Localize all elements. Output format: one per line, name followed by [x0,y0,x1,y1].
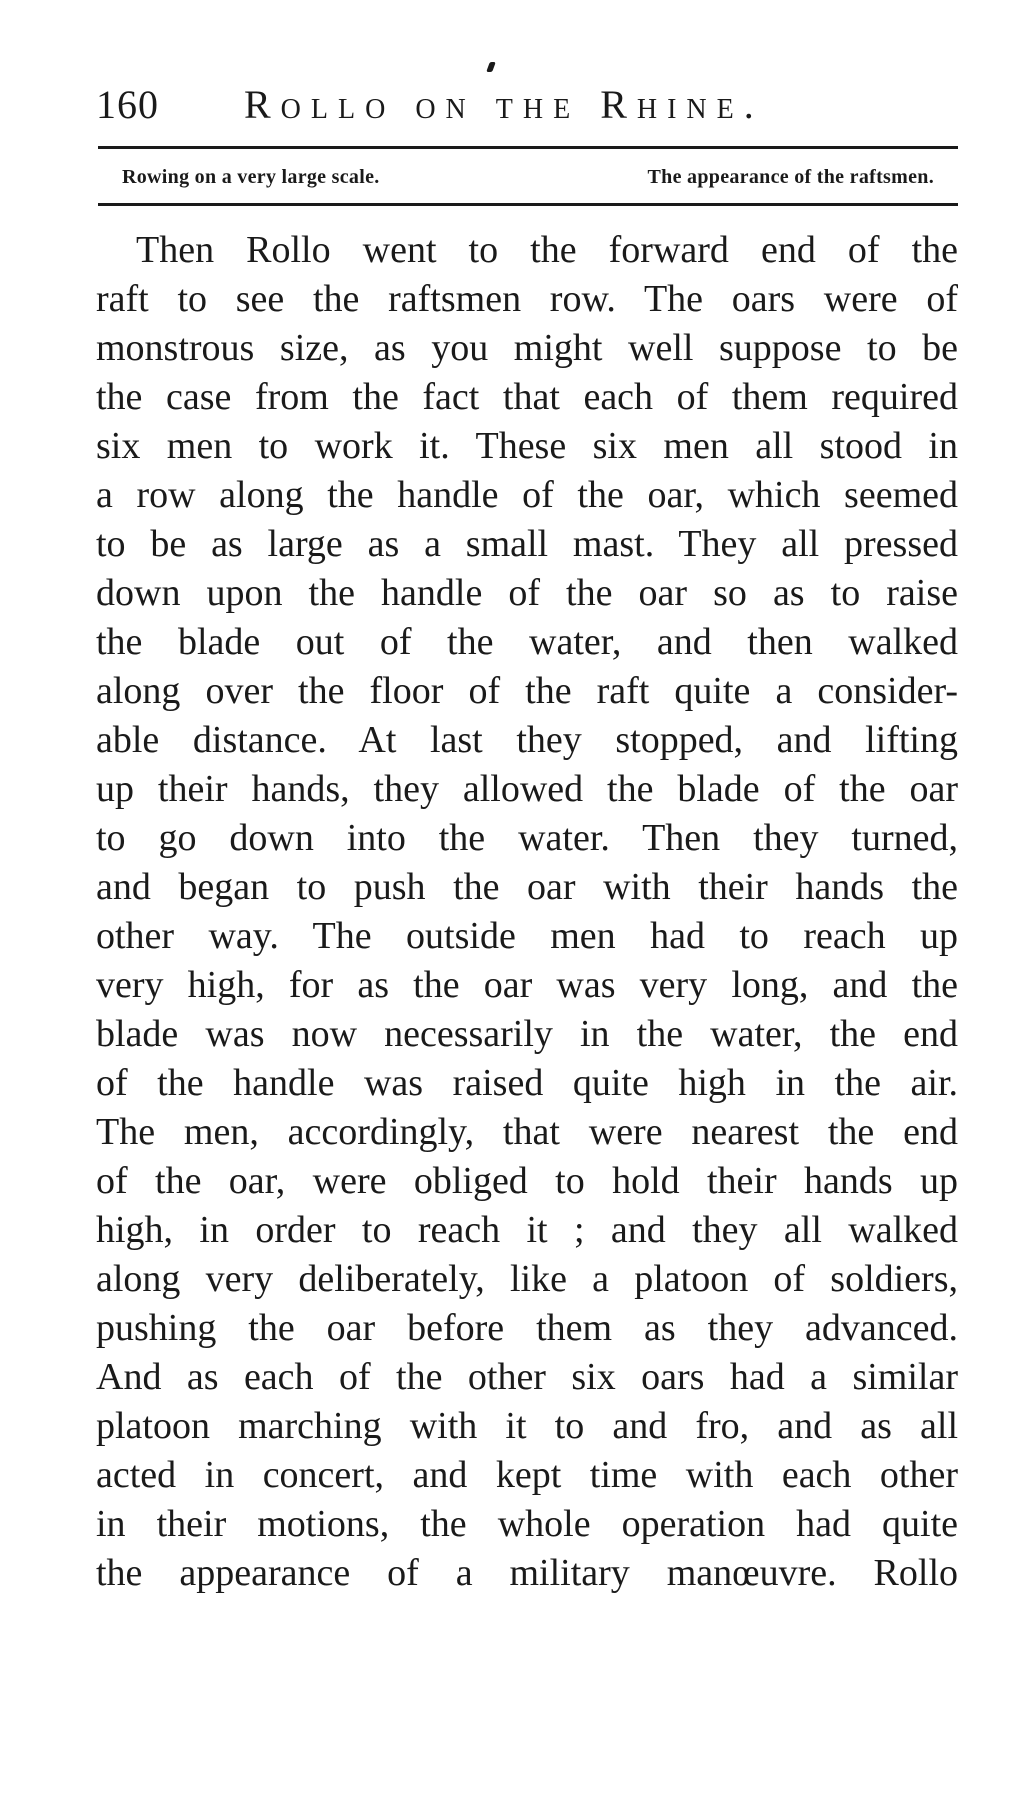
printer-mark [486,62,496,72]
text-line: the blade out of the water, and then walked [96,621,958,663]
page-number: 160 [96,82,159,127]
side-heading-right: The appearance of the raftsmen. [647,166,934,188]
text-line: raft to see the raftsmen row. The oars were of [96,278,958,320]
side-headings [98,160,958,194]
text-line: platoon marching with it to and fro, and as all [96,1405,958,1447]
text-line: monstrous size, as you might well suppose to be [96,327,958,369]
text-line: to be as large as a small mast. They all pressed [96,523,958,565]
text-line: very high, for as the oar was very long, and the [96,964,958,1006]
running-title: Rollo on the Rhine. [244,82,764,127]
text-line: high, in order to reach it ; and they all walked [96,1209,958,1251]
text-line: six men to work it. These six men all stood in [96,425,958,467]
text-line: of the handle was raised quite high in the air. [96,1062,958,1104]
text-line: down upon the handle of the oar so as to raise [96,572,958,614]
text-line: along over the floor of the raft quite a consider- [96,670,958,712]
text-line: and began to push the oar with their hands the [96,866,958,908]
text-line: of the oar, were obliged to hold their hands up [96,1160,958,1202]
header-rule-top [98,146,958,149]
text-line: The men, accordingly, that were nearest the end [96,1111,958,1153]
text-line: a row along the handle of the oar, which seemed [96,474,958,516]
text-line: in their motions, the whole operation had quite [96,1503,958,1545]
page-header [96,80,956,130]
text-line: pushing the oar before them as they advanced. [96,1307,958,1349]
text-line: the case from the fact that each of them required [96,376,958,418]
side-heading-left: Rowing on a very large scale. [122,166,380,188]
header-rule-bottom [98,203,958,206]
text-line: the appearance of a military manœuvre. Rollo [96,1552,958,1594]
text-line: other way. The outside men had to reach up [96,915,958,957]
text-line: acted in concert, and kept time with each other [96,1454,958,1496]
text-line: to go down into the water. Then they turned, [96,817,958,859]
body-paragraph [96,226,958,1594]
text-line: And as each of the other six oars had a similar [96,1356,958,1398]
text-line: Then Rollo went to the forward end of the [136,229,958,271]
text-line: along very deliberately, like a platoon of soldiers, [96,1258,958,1300]
text-line: blade was now necessarily in the water, the end [96,1013,958,1055]
text-line: up their hands, they allowed the blade of the oar [96,768,958,810]
text-line: able distance. At last they stopped, and lifting [96,719,958,761]
